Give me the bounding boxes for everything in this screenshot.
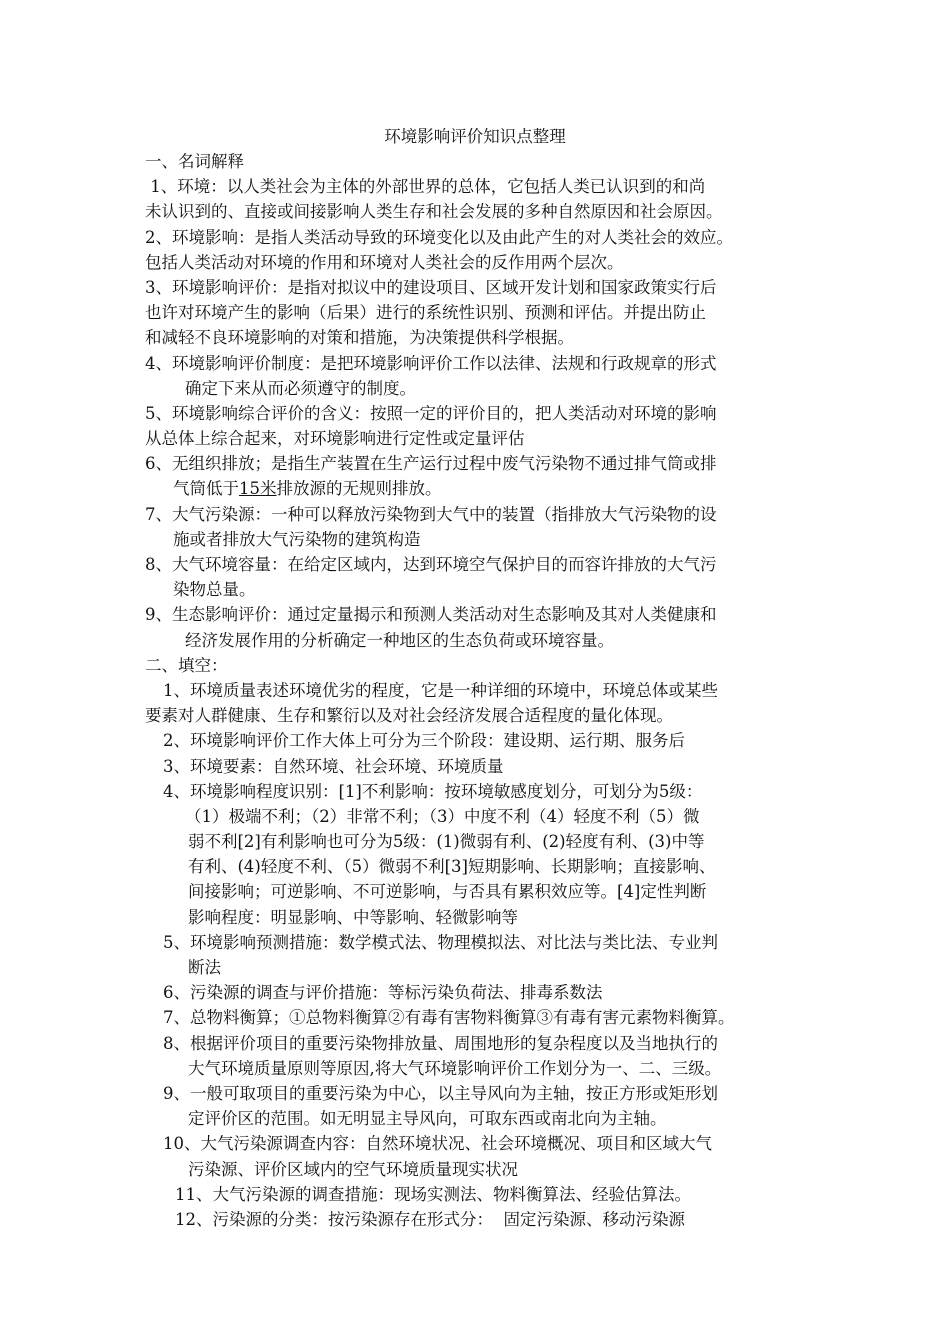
paragraph-line: 间接影响；可逆影响、不可逆影响，与否具有累积效应等。[4]定性判断 [188, 882, 707, 902]
paragraph-line: 未认识到的、直接或间接影响人类生存和社会发展的多种自然原因和社会原因。 [145, 202, 723, 222]
section-heading: 二、填空： [145, 655, 228, 675]
underlined-value: 15米 [239, 479, 277, 499]
paragraph-line: 4、环境影响程度识别：[1]不利影响：按环境敏感度划分，可划分为5级： [163, 781, 703, 801]
document-title: 环境影响评价知识点整理 [384, 127, 566, 146]
paragraph-line: 9、生态影响评价：通过定量揭示和预测人类活动对生态影响及其对人类健康和 [145, 605, 717, 625]
paragraph-line: 1、环境：以人类社会为主体的外部世界的总体，它包括人类已认识到的和尚 [145, 177, 706, 197]
paragraph-line: 染物总量。 [173, 580, 256, 600]
paragraph-line: 6、无组织排放；是指生产装置在生产运行过程中废气污染物不通过排气筒或排 [145, 454, 717, 474]
paragraph-line: 从总体上综合起来，对环境影响进行定性或定量评估 [145, 429, 525, 449]
paragraph-line: 7、大气污染源：一种可以释放污染物到大气中的装置（指排放大气污染物的设 [145, 504, 717, 524]
paragraph-line: 2、环境影响评价工作大体上可分为三个阶段：建设期、运行期、服务后 [163, 731, 685, 751]
paragraph-line: 大气环境质量原则等原因,将大气环境影响评价工作划分为一、二、三级。 [188, 1058, 722, 1078]
paragraph-line: 11、大气污染源的调查措施：现场实测法、物料衡算法、经验估算法。 [175, 1184, 691, 1204]
document-body [145, 149, 820, 1232]
paragraph-line: 确定下来从而必须遵守的制度。 [185, 378, 416, 398]
paragraph-line: 施或者排放大气污染物的建筑构造 [173, 529, 421, 549]
paragraph-line: 1、环境质量表述环境优劣的程度，它是一种详细的环境中，环境总体或某些 [163, 680, 718, 700]
paragraph-line: 污染源、评价区域内的空气环境质量现实状况 [188, 1159, 518, 1179]
paragraph-line: 2、环境影响：是指人类活动导致的环境变化以及由此产生的对人类社会的效应。 [145, 227, 733, 247]
text-span: 排放源的无规则排放。 [276, 479, 442, 499]
paragraph-line: 9、一般可取项目的重要污染为中心，以主导风向为主轴，按正方形或矩形划 [163, 1083, 718, 1103]
paragraph-line: 有利、(4)轻度不利、（5）微弱不利[3]短期影响、长期影响；直接影响、 [188, 857, 716, 877]
paragraph-line: 要素对人群健康、生存和繁衍以及对社会经济发展合适程度的量化体现。 [145, 706, 673, 726]
paragraph-line: 也许对环境产生的影响（后果）进行的系统性识别、预测和评估。并提出防止 [145, 303, 706, 323]
section-heading: 一、名词解释 [145, 152, 244, 171]
paragraph-line: 7、总物料衡算；①总物料衡算②有毒有害物料衡算③有毒有害元素物料衡算。 [163, 1008, 735, 1028]
paragraph-line: 4、环境影响评价制度：是把环境影响评价工作以法律、法规和行政规章的形式 [145, 353, 717, 373]
paragraph-line: 8、大气环境容量：在给定区域内，达到环境空气保护目的而容许排放的大气污 [145, 555, 717, 574]
paragraph-line: （1）极端不利；（2）非常不利；（3）中度不利（4）轻度不利（5）微 [185, 806, 700, 826]
paragraph-line: 定评价区的范围。如无明显主导风向，可取东西或南北向为主轴。 [188, 1109, 667, 1129]
paragraph-line: 3、环境要素：自然环境、社会环境、环境质量 [163, 756, 504, 776]
paragraph-line: 5、环境影响综合评价的含义：按照一定的评价目的，把人类活动对环境的影响 [145, 403, 717, 423]
paragraph-line: 影响程度：明显影响、中等影响、轻微影响等 [188, 907, 518, 927]
paragraph-line: 断法 [188, 958, 221, 977]
paragraph-line: 3、环境影响评价：是指对拟议中的建设项目、区域开发计划和国家政策实行后 [145, 277, 717, 297]
text-span: 气筒低于 [173, 479, 239, 499]
paragraph-line: 经济发展作用的分析确定一种地区的生态负荷或环境容量。 [185, 630, 614, 650]
paragraph-line: 包括人类活动对环境的作用和环境对人类社会的反作用两个层次。 [145, 252, 624, 272]
paragraph-line: 6、污染源的调查与评价措施：等标污染负荷法、排毒系数法 [163, 983, 603, 1003]
paragraph-line: 12、污染源的分类：按污染源存在形式分： 固定污染源、移动污染源 [175, 1209, 685, 1229]
paragraph-line: 5、环境影响预测措施：数学模式法、物理模拟法、对比法与类比法、专业判 [163, 932, 718, 952]
paragraph-line: 弱不利[2]有利影响也可分为5级：(1)微弱有利、(2)轻度有利、(3)中等 [188, 832, 705, 852]
paragraph-line: 和减轻不良环境影响的对策和措施，为决策提供科学根据。 [145, 328, 574, 348]
paragraph-line: 10、大气污染源调查内容：自然环境状况、社会环境概况、项目和区域大气 [163, 1134, 712, 1154]
paragraph-line [145, 476, 820, 501]
paragraph-line: 8、根据评价项目的重要污染物排放量、周围地形的复杂程度以及当地执行的 [163, 1033, 718, 1053]
